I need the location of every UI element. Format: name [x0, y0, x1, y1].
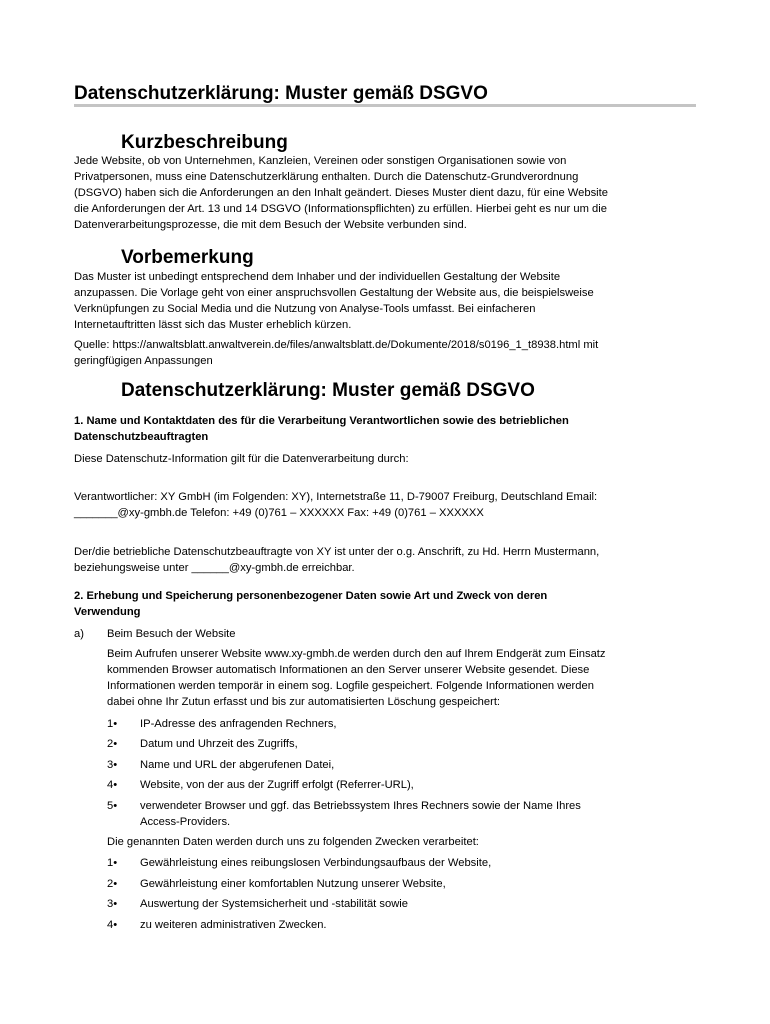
kurzbeschreibung-paragraph [74, 154, 694, 234]
list-item [140, 799, 581, 831]
heading-line: 2. Erhebung und Speicherung personenbezogener Daten sowie Art und Zweck von deren [74, 590, 548, 602]
list-item-text: Name und URL der abgerufenen Datei, [140, 759, 335, 771]
list-item [140, 717, 337, 733]
text-line: Informationen werden temporär in einem sog. Logfile gespeichert. Folgende Informationen werden [107, 679, 594, 692]
title-underline [74, 104, 696, 107]
list-number: 1• [107, 857, 118, 869]
list-item-text: IP-Adresse des anfragenden Rechners, [140, 718, 337, 730]
list-item [140, 897, 408, 913]
heading-line: Verwendung [74, 606, 141, 618]
section-2-heading [74, 588, 547, 620]
heading-vorbemerkung: Vorbemerkung [121, 247, 254, 268]
section-1-intro [74, 452, 694, 468]
vorbemerkung-paragraph [74, 270, 694, 334]
text-line: (DSGVO) haben sich die Anforderungen an den Inhalt geändert. Dieses Muster dient dazu, für eine Website [74, 186, 609, 199]
heading-muster: Datenschutzerklärung: Muster gemäß DSGVO [121, 380, 535, 401]
text-line: Jede Website, ob von Unternehmen, Kanzleien, Vereinen oder sonstigen Organisationen sowie von [74, 155, 567, 167]
text-line: Datenverarbeitungsprozesse, die mit dem Besuch der Website verbunden sind. [74, 218, 467, 231]
list-number: 2• [107, 738, 118, 750]
subsection-a-paragraph [107, 647, 606, 711]
purpose-intro: Die genannten Daten werden durch uns zu folgenden Zwecken verarbeitet: [107, 836, 479, 848]
list-item [140, 877, 446, 893]
text-line: dabei ohne Ihr Zutun erfasst und bis zur automatisierten Löschung gespeichert: [107, 695, 501, 708]
heading-kurzbeschreibung: Kurzbeschreibung [121, 132, 288, 153]
list-item-text: Website, von der aus der Zugriff erfolgt (Referrer-URL), [140, 779, 414, 791]
list-number: 5• [107, 800, 118, 812]
text-line: _______@xy-gmbh.de Telefon: +49 (0)761 – XXXXXX Fax: +49 (0)761 – XXXXXX [74, 506, 484, 519]
text-line: Verknüpfungen zu Social Media und die Nutzung von Analyse-Tools umfasst. Bei einfacheren [74, 302, 536, 315]
list-item-text: verwendeter Browser und ggf. das Betriebssystem Ihres Rechners sowie der Name Ihres [140, 800, 581, 812]
text-line: kommenden Browser automatisch Informationen an den Server unserer Website gesendet. Diese [107, 663, 590, 676]
list-number: 4• [107, 919, 118, 931]
list-item [140, 778, 414, 794]
list-number: 1• [107, 718, 118, 730]
list-number: 4• [107, 779, 118, 791]
contact-paragraph [74, 490, 694, 522]
list-item-text: Datum und Uhrzeit des Zugriffs, [140, 738, 298, 750]
text-line: Internetauftritten lässt sich das Muster erheblich kürzen. [74, 318, 352, 331]
heading-line: 1. Name und Kontaktdaten des für die Verarbeitung Verantwortlichen sowie des betrieblichen [74, 415, 569, 427]
text-line: Beim Aufrufen unserer Website www.xy-gmbh.de werden durch den auf Ihrem Endgerät zum Einsatz [107, 648, 606, 660]
text-line: Diese Datenschutz-Information gilt für die Datenverarbeitung durch: [74, 453, 409, 465]
list-item-text: Gewährleistung einer komfortablen Nutzung unserer Website, [140, 878, 446, 890]
subsection-a-title: Beim Besuch der Website [107, 628, 236, 640]
dpo-paragraph [74, 545, 694, 577]
list-item-text: Access-Providers. [140, 815, 231, 828]
list-item [140, 918, 327, 934]
list-item [140, 856, 491, 872]
list-item-text: Auswertung der Systemsicherheit und -stabilität sowie [140, 898, 409, 910]
text-line: Der/die betriebliche Datenschutzbeauftragte von XY ist unter der o.g. Anschrift, zu Hd. Herrn Mustermann, [74, 546, 600, 558]
source-paragraph [74, 338, 694, 370]
text-line: Das Muster ist unbedingt entsprechend dem Inhaber und der individuellen Gestaltung der Website [74, 271, 561, 283]
text-line: Privatpersonen, muss eine Datenschutzerklärung enthalten. Durch die Datenschutz-Grundverordnung [74, 170, 579, 183]
text-line: die Anforderungen der Art. 13 und 14 DSGVO (Informationspflichten) zu erfüllen. Hierbei geht es nur um die [74, 202, 607, 215]
list-item [140, 758, 334, 774]
document-title: Datenschutzerklärung: Muster gemäß DSGVO [74, 83, 488, 104]
source-line: geringfügigen Anpassungen [74, 354, 213, 367]
section-1-heading [74, 413, 569, 445]
text-line: beziehungsweise unter ______@xy-gmbh.de erreichbar. [74, 561, 355, 574]
list-item [140, 737, 298, 753]
text-line: Verantwortlicher: XY GmbH (im Folgenden: XY), Internetstraße 11, D-79007 Freiburg, Deutschland Email: [74, 491, 598, 503]
list-item-text: zu weiteren administrativen Zwecken. [140, 919, 327, 931]
list-number: 3• [107, 898, 118, 910]
heading-line: Datenschutzbeauftragten [74, 431, 209, 443]
list-item-text: Gewährleistung eines reibungslosen Verbindungsaufbaus der Website, [140, 857, 492, 869]
source-line: Quelle: https://anwaltsblatt.anwaltverein.de/files/anwaltsblatt.de/Dokumente/2018/s0196_1_t8938.html mit [74, 339, 599, 351]
list-number: 2• [107, 878, 118, 890]
subsection-a-label: a) [74, 628, 84, 640]
list-number: 3• [107, 759, 118, 771]
text-line: anzupassen. Die Vorlage geht von einer anspruchsvollen Gestaltung der Website aus, die beispielsweise [74, 286, 594, 299]
